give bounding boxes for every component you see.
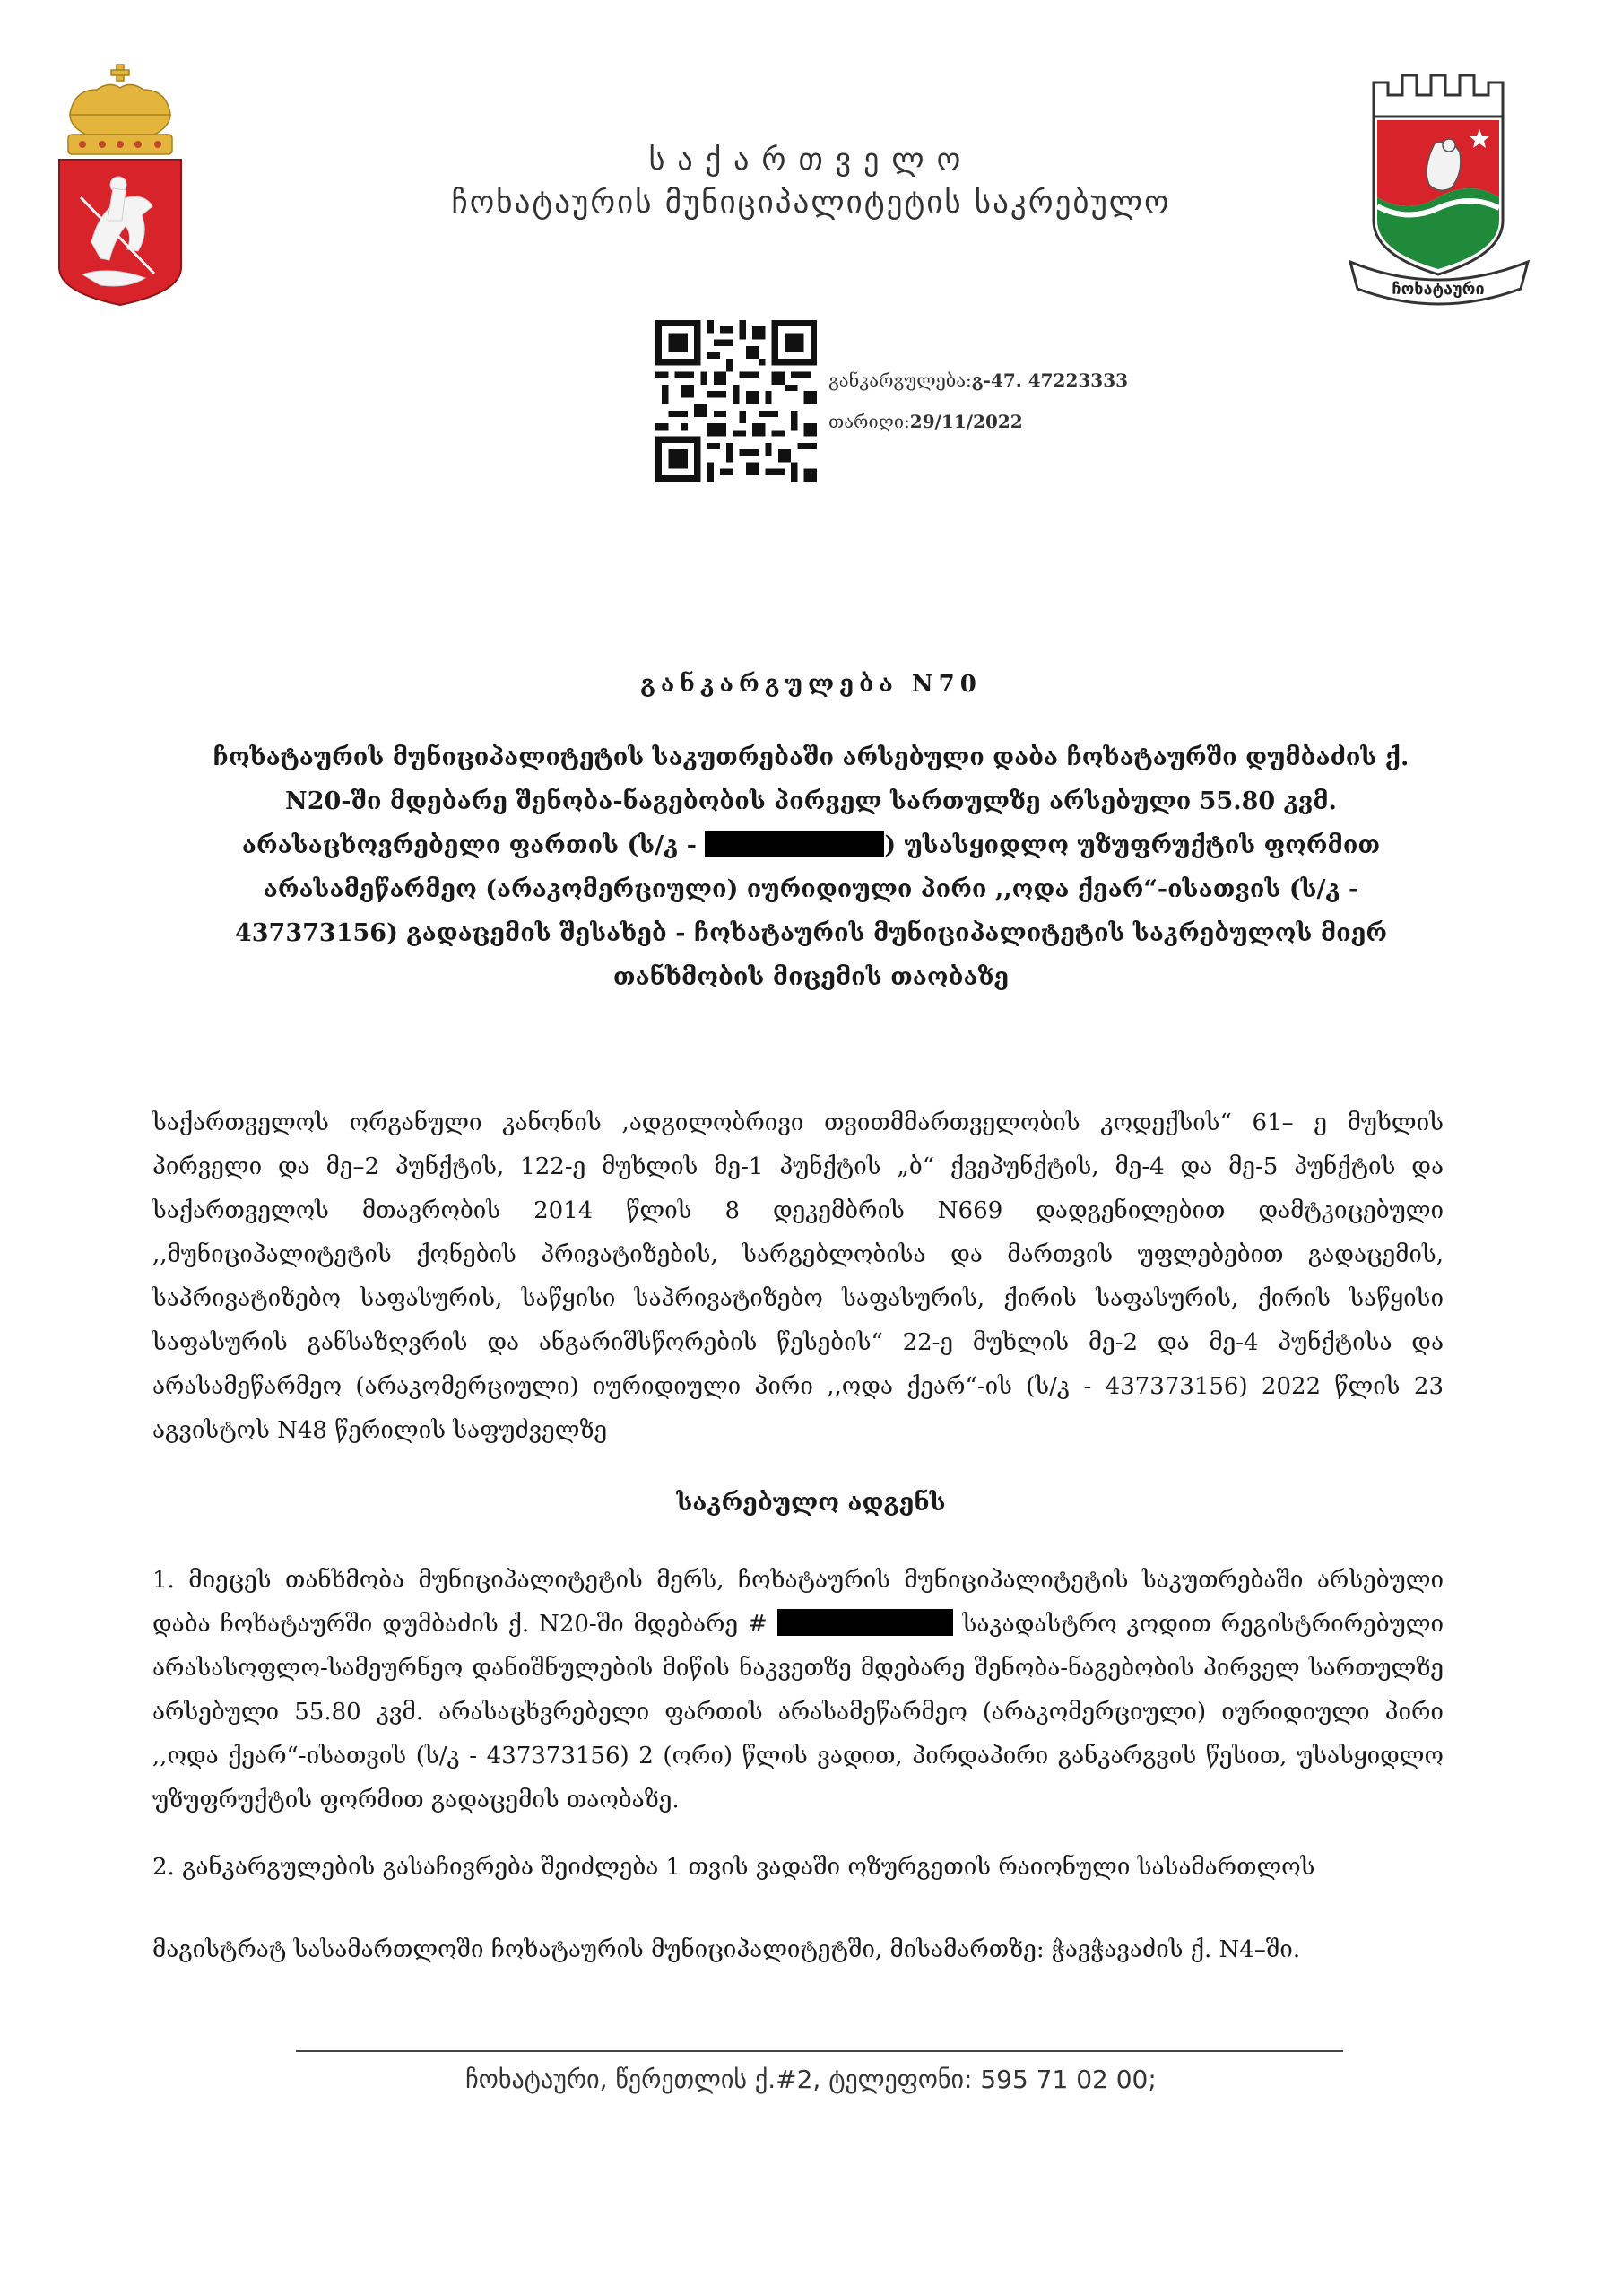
subject-line-5: 437373156) გადაცემის შესახებ - ჩოხატაურის მუნიციპალიტეტის საკრებულოს მიერ	[234, 919, 1388, 947]
decree-date-line	[828, 411, 1023, 432]
redaction-box	[705, 831, 884, 857]
point-1-text-a: 1. მიეცეს თანხმობა მუნიციპალიტეტის მერს, ჩოხატაურის მუნიციპალიტეტის საკუთრებაში არსებული დაბა ჩოხატაურში დუმბაძის ქ. N20-ში მდებარე #	[152, 1567, 1444, 1638]
point-2-paragraph: 2. განკარგულების გასაჩივრება შეიძლება 1 თვის ვადაში ოზურგეთის რაიონული სასამართლოს	[152, 1854, 1315, 1881]
subject-line-1: ჩოხატაურის მუნიციპალიტეტის საკუთრებაში არსებული დაბა ჩოხატაურში დუმბაძის ქ.	[213, 744, 1409, 771]
decree-title: განკარგულება N70	[640, 671, 982, 698]
qr-code	[655, 320, 817, 482]
preamble-paragraph: საქართველოს ორგანული კანონის ,ადგილობრივი თვითმმართველობის კოდექსის“ 61– ე მუხლის პირველი და მე–2 პუნქტის, 122-ე მუხლის მე-1 პუნქტის „ბ“ ქვეპუნქტის, მე-4 და მე-5 პუნქტის და საქართველოს მთავრობის 2014 წლის 8 დეკემბრის N669 დადგენილებით დამტკიცებული ,,მუნიციპალიტეტის ქონების პრივატიზების, სარგებლობისა და მართვის უფლებებით გადაცემის, საპრივატიზებო საფასურის, საწყისი საპრივატიზებო საფასურის, ქირის საფასურის, ქირის საწყისი საფასურის განსაზღვრის და ანგარიშსწორების წესების“ 22-ე მუხლის მე-2 და მე-4 პუნქტისა და არასამეწარმეო (არაკომერციული) იურიდიული პირი ,,ოდა ქეარ“-ის (ს/კ - 437373156) 2022 წლის 23 აგვისტოს N48 წერილის საფუძველზე	[152, 1109, 1444, 1444]
subject-line-4: არასამეწარმეო (არაკომერციული) იურიდიული პირი ,,ოდა ქეარ“-ისათვის (ს/კ -	[263, 875, 1359, 903]
decree-number-label: განკარგულება:	[828, 370, 972, 391]
country-name: საქართველო	[648, 142, 974, 178]
point-2-continuation: მაგისტრატ სასამართლოში ჩოხატაურის მუნიციპალიტეტში, მისამართზე: ჭავჭავაძის ქ. N4–ში.	[152, 1936, 1301, 1963]
point-1-text-b: საკადასტრო კოდით რეგისტრირებული არასასოფლო-სამეურნეო დანიშნულების მიწის ნაკვეთზე მდებარე შენობა-ნაგებობის პირველ სართულზე არსებული 55.80 კვმ. არასაცხვრებელი ფართის არასამეწარმეო (არაკომერციული) იურიდიული პირი ,,ოდა ქეარ“-ისათვის (ს/კ - 437373156) 2 (ორი) წლის ვადით, პირდაპირი განკარგვის წესით, უსასყიდლო უზუფრუქტის ფორმით გადაცემის თაობაზე.	[152, 1611, 1444, 1813]
decree-number-value: გ-47. 47223333	[971, 370, 1129, 391]
footer-divider	[296, 2050, 1343, 2052]
chokhatauri-emblem	[1345, 63, 1533, 307]
decree-subject	[134, 735, 1488, 999]
decides-heading: საკრებულო ადგენს	[676, 1489, 946, 1517]
decree-number-line	[828, 370, 1128, 391]
decree-date-value: 29/11/2022	[909, 411, 1023, 432]
redaction-box	[777, 1609, 953, 1636]
subject-line-6: თანხმობის მიცემის თაობაზე	[612, 963, 1010, 991]
decree-date-label: თარიღი:	[828, 411, 910, 432]
subject-line-3b: ) უსასყიდლო უზუფრუქტის ფორმით	[884, 831, 1381, 859]
subject-line-2: N20-ში მდებარე შენობა-ნაგებობის პირველ სართულზე არსებული 55.80 კვმ.	[285, 787, 1337, 815]
subject-line-3	[134, 823, 1488, 867]
emblem-ribbon-text: ჩოხატაური	[1392, 280, 1485, 299]
council-name: ჩოხატაურის მუნიციპალიტეტის საკრებულო	[451, 185, 1171, 221]
footer-address: ჩოხატაური, წერეთლის ქ.#2, ტელეფონი: 595 71 02 00;	[465, 2065, 1157, 2094]
point-1-paragraph	[152, 1559, 1444, 1822]
subject-line-3a: არასაცხოვრებელი ფართის (ს/კ -	[241, 831, 697, 859]
